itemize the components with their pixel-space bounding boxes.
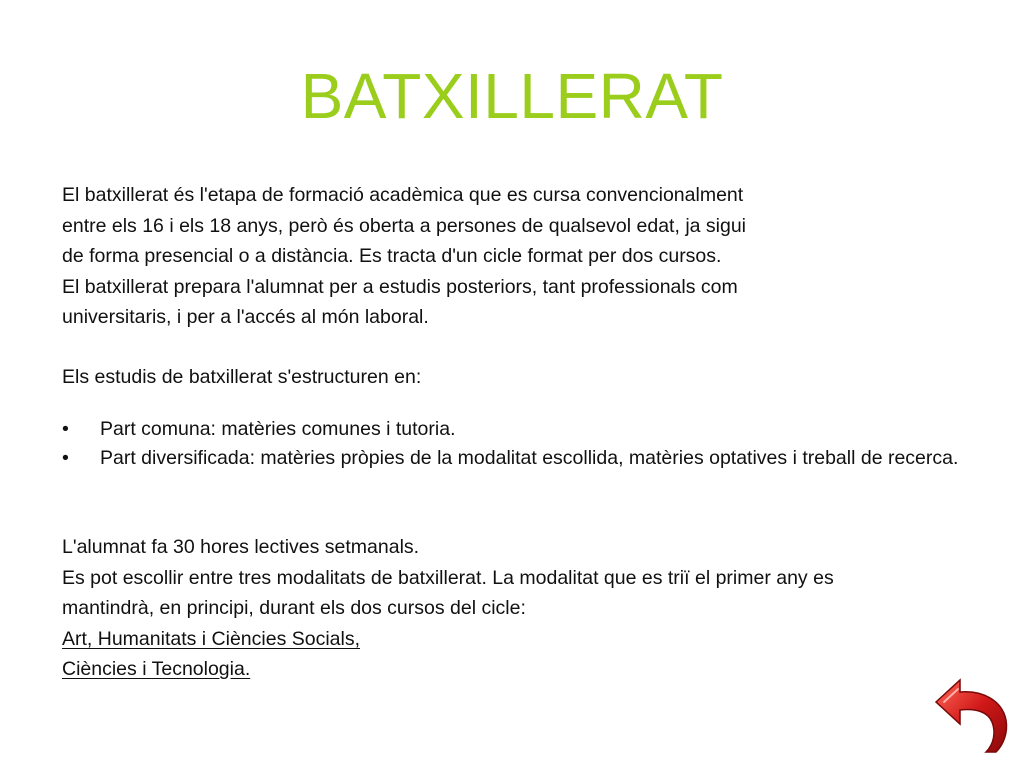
- closing-line-with-link: [62, 593, 982, 654]
- curved-return-arrow-icon: [930, 672, 1014, 756]
- intro-line: universitaris, i per a l'accés al món laboral.: [62, 306, 429, 328]
- modality-link-arts[interactable]: Art, Humanitats i Ciències Socials,: [62, 627, 361, 650]
- intro-line: El batxillerat és l'etapa de formació acadèmica que es cursa convencionalment: [62, 184, 744, 206]
- closing-paragraph: [62, 532, 982, 685]
- return-button[interactable]: [930, 672, 1014, 756]
- closing-line-with-link: [62, 654, 982, 685]
- structure-list: [62, 417, 962, 475]
- intro-paragraph: [62, 180, 982, 333]
- intro-line: entre els 16 i els 18 anys, però és oberta a persones de qualsevol edat, ja sigui: [62, 214, 747, 237]
- modality-link-science[interactable]: Ciències i Tecnologia.: [62, 658, 251, 680]
- closing-line: Es pot escollir entre tres modalitats de batxillerat. La modalitat que es triï el primer any es: [62, 566, 834, 589]
- bullet-icon: •: [62, 418, 69, 440]
- list-item-text: Part comuna: matèries comunes i tutoria.: [100, 418, 456, 440]
- list-item: [62, 417, 962, 442]
- bullet-icon: •: [62, 447, 69, 469]
- intro-line: El batxillerat prepara l'alumnat per a estudis posteriors, tant professionals com: [62, 275, 738, 298]
- slide-title: BATXILLERAT: [300, 60, 724, 132]
- list-item-text: Part diversificada: matèries pròpies de la modalitat escollida, matèries optatives i treball de recerca.: [100, 447, 959, 469]
- structure-heading: Els estudis de batxillerat s'estructuren en:: [62, 366, 422, 388]
- intro-line: de forma presencial o a distància. Es tracta d'un cicle format per dos cursos.: [62, 245, 722, 267]
- list-item: [62, 446, 962, 471]
- closing-line-text: mantindrà, en principi, durant els dos cursos del cicle:: [62, 597, 526, 619]
- closing-line: L'alumnat fa 30 hores lectives setmanals.: [62, 536, 420, 558]
